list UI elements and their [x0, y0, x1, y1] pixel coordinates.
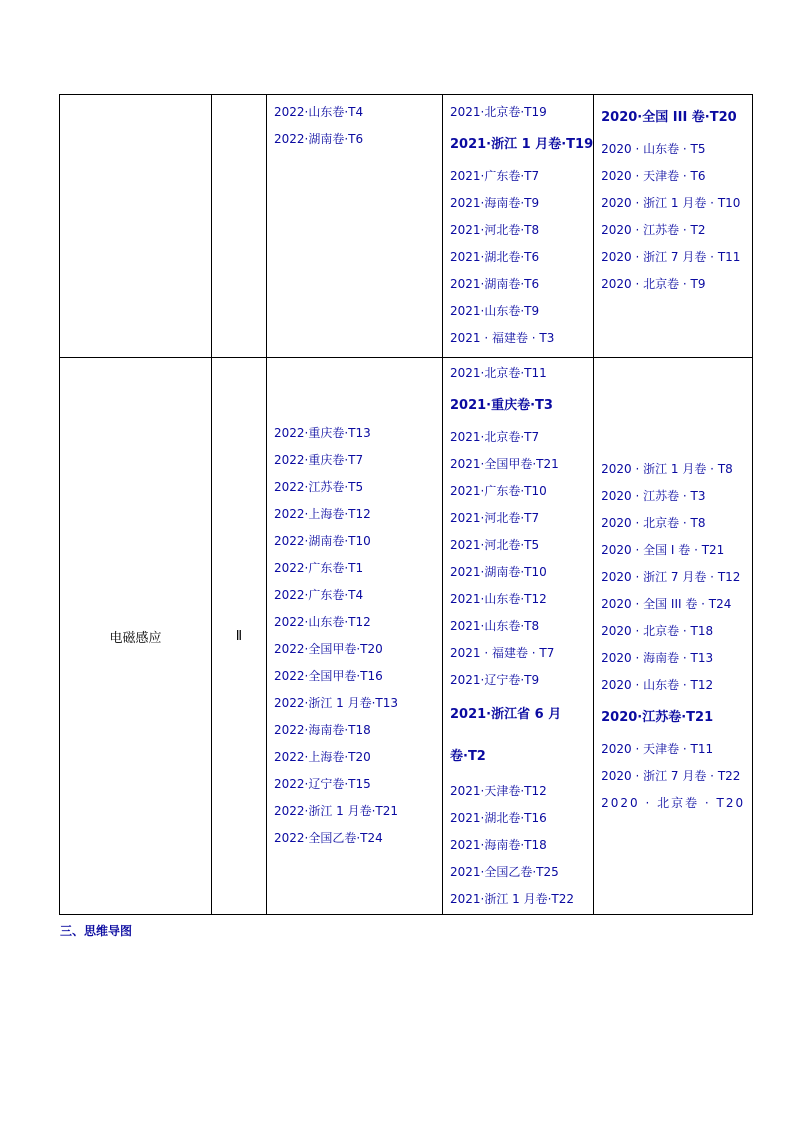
exam-reference-item: 2022·湖南卷·T6 [274, 132, 364, 146]
exam-reference-item: 2020 · 北京卷 · T20 [601, 795, 746, 810]
exam-reference-item: 2021 · 福建卷 · T3 [450, 331, 555, 345]
exam-reference-item: 2021·浙江省 6 月 [450, 706, 562, 722]
exam-reference-item: 2021·湖北卷·T16 [450, 810, 547, 825]
exam-reference-item: 2020 · 浙江 7 月卷 · T22 [601, 768, 741, 783]
year-2021-cell [443, 358, 594, 915]
exam-reference-item: 2022·全国甲卷·T20 [274, 642, 383, 656]
exam-reference-item: 2021·天津卷·T12 [450, 783, 547, 798]
exam-list-2021 [443, 99, 593, 352]
exam-reference-item: 2021·山东卷·T8 [450, 618, 540, 633]
exam-reference-item: 2020 · 江苏卷 · T2 [601, 223, 706, 237]
exam-reference-item: 2021·湖北卷·T6 [450, 250, 540, 264]
exam-reference-item: 2021·浙江 1 月卷·T22 [450, 891, 575, 906]
exam-reference-item: 2020 · 浙江 7 月卷 · T11 [601, 250, 741, 264]
exam-reference-item: 2022·全国甲卷·T16 [274, 669, 383, 683]
topic-cell [60, 95, 212, 358]
exam-reference-item: 2022·浙江 1 月卷·T13 [274, 696, 399, 710]
exam-reference-item: 2020 · 海南卷 · T13 [601, 650, 714, 665]
exam-reference-item: 2021·全国甲卷·T21 [450, 456, 559, 471]
level-cell [212, 95, 267, 358]
exam-reference-item: 2021 · 福建卷 · T7 [450, 645, 555, 660]
exam-reference-item: 2021·全国乙卷·T25 [450, 864, 559, 879]
exam-reference-item: 2021·河北卷·T5 [450, 537, 540, 552]
exam-reference-item: 2021·北京卷·T11 [450, 365, 547, 380]
exam-reference-item: 2022·广东卷·T1 [274, 561, 364, 575]
exam-reference-item: 2020 · 浙江 1 月卷 · T10 [601, 196, 741, 210]
exam-reference-item: 2020 · 北京卷 · T9 [601, 277, 706, 291]
exam-reference-item: 2020 · 山东卷 · T5 [601, 142, 706, 156]
exam-list-2022 [267, 420, 442, 852]
exam-reference-item: 2021·北京卷·T19 [450, 105, 547, 119]
table-row [60, 358, 753, 915]
exam-reference-item: 2020 · 天津卷 · T11 [601, 741, 714, 756]
exam-reference-item: 2020 · 江苏卷 · T3 [601, 488, 706, 503]
exam-reference-item: 2021·广东卷·T7 [450, 169, 540, 183]
exam-reference-item: 2021·湖南卷·T10 [450, 564, 547, 579]
year-2022-cell [267, 358, 443, 915]
exam-reference-item: 2020·江苏卷·T21 [601, 709, 714, 725]
exam-reference-item: 2022·辽宁卷·T15 [274, 777, 371, 791]
exam-reference-item: 2020 · 浙江 1 月卷 · T8 [601, 461, 733, 476]
exam-reference-item: 2021·河北卷·T8 [450, 223, 540, 237]
year-2020-cell [594, 358, 753, 915]
exam-reference-item: 2022·山东卷·T4 [274, 105, 364, 119]
exam-list-2022 [267, 99, 442, 153]
exam-reference-item: 2021·山东卷·T12 [450, 591, 547, 606]
exam-reference-item: 2021·浙江 1 月卷·T19 [450, 137, 594, 152]
exam-reference-item: 2020 · 浙江 7 月卷 · T12 [601, 569, 741, 584]
exam-reference-item: 2020 · 北京卷 · T8 [601, 515, 706, 530]
exam-reference-item: 2022·上海卷·T20 [274, 750, 371, 764]
exam-list-2021 [443, 360, 593, 913]
exam-reference-item: 2020 · 山东卷 · T12 [601, 677, 714, 692]
exam-list-2020 [594, 456, 752, 817]
exam-reference-item: 2022·重庆卷·T13 [274, 426, 371, 440]
exam-reference-item: 2022·上海卷·T12 [274, 507, 371, 521]
year-2021-cell [443, 95, 594, 358]
exam-reference-item: 2022·重庆卷·T7 [274, 453, 364, 467]
exam-reference-item: 2021·广东卷·T10 [450, 483, 547, 498]
exam-reference-item: 2021·河北卷·T7 [450, 510, 540, 525]
exam-reference-item: 2020 · 北京卷 · T18 [601, 623, 714, 638]
exam-reference-item: 2021·辽宁卷·T9 [450, 672, 540, 687]
exam-reference-item: 2020 · 天津卷 · T6 [601, 169, 706, 183]
table-row [60, 95, 753, 358]
exam-reference-item: 2022·海南卷·T18 [274, 723, 371, 737]
exam-reference-item: 2021·重庆卷·T3 [450, 397, 553, 413]
year-2022-cell [267, 95, 443, 358]
exam-reference-item: 2022·湖南卷·T10 [274, 534, 371, 548]
exam-reference-item: 2022·全国乙卷·T24 [274, 831, 383, 845]
exam-reference-item: 卷·T2 [450, 748, 486, 764]
year-2020-cell [594, 95, 753, 358]
exam-reference-item: 2021·海南卷·T18 [450, 837, 547, 852]
exam-reference-item: 2022·江苏卷·T5 [274, 480, 364, 494]
exam-reference-item: 2022·山东卷·T12 [274, 615, 371, 629]
exam-list-2020 [594, 99, 752, 298]
exam-reference-item: 2021·北京卷·T7 [450, 429, 540, 444]
exam-table [59, 94, 753, 915]
exam-reference-item: 2022·广东卷·T4 [274, 588, 364, 602]
exam-reference-item: 2021·山东卷·T9 [450, 304, 540, 318]
level-cell: Ⅱ [212, 358, 267, 915]
exam-reference-item: 2022·浙江 1 月卷·T21 [274, 804, 399, 818]
exam-reference-item: 2021·湖南卷·T6 [450, 277, 540, 291]
exam-reference-item: 2020 · 全国 I 卷 · T21 [601, 542, 725, 557]
exam-reference-item: 2021·海南卷·T9 [450, 196, 540, 210]
exam-reference-item: 2020·全国 III 卷·T20 [601, 110, 737, 125]
exam-reference-item: 2020 · 全国 III 卷 · T24 [601, 596, 732, 611]
section-heading: 三、思维导图 [60, 924, 133, 938]
topic-cell: 电磁感应 [60, 358, 212, 915]
